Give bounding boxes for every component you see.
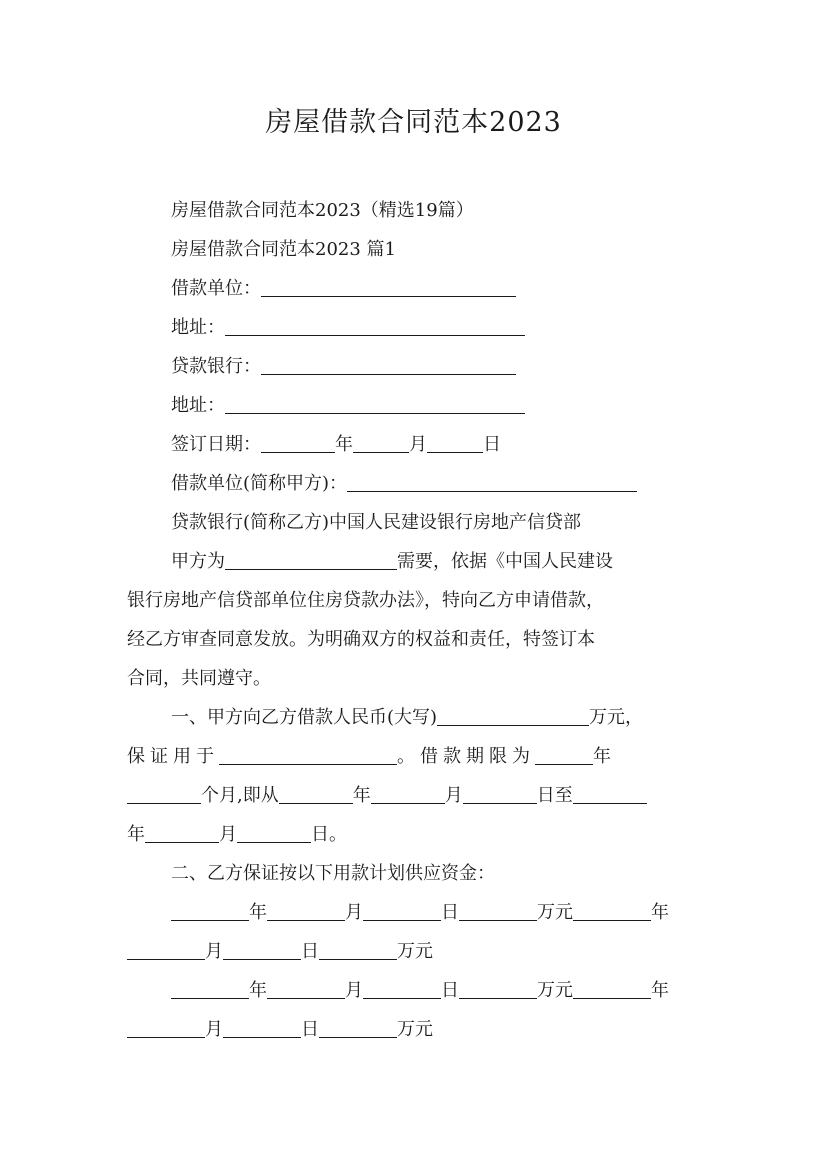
party-a-blank	[347, 472, 637, 492]
clause1-h: 月	[444, 785, 463, 806]
use-blank	[219, 745, 397, 765]
para1-a: 甲方为	[171, 551, 225, 572]
borrower-line	[127, 276, 751, 302]
bank-blank	[261, 355, 516, 375]
clause1-line4	[127, 822, 707, 848]
party-b-line: 贷款银行(简称乙方)中国人民建设银行房地产信贷部	[171, 512, 582, 533]
clause2-heading: 二、乙方保证按以下用款计划供应资金：	[171, 863, 495, 884]
plan1-month-label: 月	[345, 902, 363, 923]
para1-line3: 经乙方审查同意发放。为明确双方的权益和责任，特签订本	[127, 629, 595, 650]
plan2b-year-label: 年	[651, 980, 669, 1001]
plan2-year-blank	[171, 979, 249, 999]
term-year-blank	[535, 745, 593, 765]
clause1-c: 保证用于	[127, 746, 219, 767]
plan2-day-label: 日	[441, 980, 459, 1001]
plan2b-month-label: 月	[205, 1019, 223, 1040]
to-year-blank	[573, 784, 647, 804]
borrower-label: 借款单位：	[171, 278, 261, 299]
clause1-l: 日。	[311, 824, 347, 845]
chapter-heading: 房屋借款合同范本2023 篇1	[171, 239, 396, 260]
sign-month-blank	[353, 433, 409, 453]
clause1-f: 个月,即从	[201, 785, 279, 806]
plan2-month-label: 月	[345, 980, 363, 1001]
plan1-wan-label: 万元	[537, 902, 573, 923]
plan2-year-label: 年	[249, 980, 267, 1001]
clause1-line1	[127, 705, 751, 731]
address-label-2: 地址：	[171, 395, 225, 416]
plan1b-day-label: 日	[301, 941, 319, 962]
plan1-year-blank	[171, 901, 249, 921]
plan2b-wan-label: 万元	[397, 1019, 433, 1040]
borrower-blank	[261, 277, 516, 297]
para1-b: 需要，依据《中国人民建设	[397, 551, 613, 572]
address-line-2	[127, 393, 751, 419]
para1-line1	[127, 549, 751, 575]
address-blank-1	[225, 316, 525, 336]
plan2-day-blank	[363, 979, 441, 999]
plan1-line1	[127, 900, 751, 926]
plan2-wan-label: 万元	[537, 980, 573, 1001]
sign-year-label: 年	[335, 434, 353, 455]
term-month-blank	[127, 784, 201, 804]
plan2-line1	[127, 978, 751, 1004]
plan1b-year-blank	[573, 901, 651, 921]
plan1-month-blank	[267, 901, 345, 921]
from-year-blank	[279, 784, 353, 804]
document-title: 房屋借款合同范本2023	[265, 107, 562, 138]
to-day-blank	[237, 823, 311, 843]
plan1b-wan-label: 万元	[397, 941, 433, 962]
from-month-blank	[371, 784, 445, 804]
sign-date-line	[127, 432, 751, 458]
plan2-amount-blank	[459, 979, 537, 999]
address-line-1	[127, 315, 751, 341]
plan1-amount-blank	[459, 901, 537, 921]
clause1-d: 。借款期限为	[397, 746, 535, 767]
amount-blank	[437, 706, 589, 726]
plan2b-amount-blank	[319, 1018, 397, 1038]
bank-line	[127, 354, 751, 380]
to-month-blank	[145, 823, 219, 843]
plan1-day-blank	[363, 901, 441, 921]
clause1-j: 年	[127, 824, 145, 845]
plan1b-month-blank	[127, 940, 205, 960]
sign-day-blank	[427, 433, 483, 453]
sign-date-label: 签订日期：	[171, 434, 261, 455]
clause1-line3	[127, 783, 707, 809]
clause1-b: 万元，	[589, 707, 644, 728]
address-blank-2	[225, 394, 525, 414]
plan2-line2	[127, 1017, 707, 1043]
clause1-i: 日至	[536, 785, 573, 806]
plan2-month-blank	[267, 979, 345, 999]
sign-day-label: 日	[483, 434, 501, 455]
sign-year-blank	[261, 433, 335, 453]
para1-line4: 合同，共同遵守。	[127, 668, 271, 689]
para1-line2: 银行房地产信贷部单位住房贷款办法》，特向乙方申请借款，	[127, 590, 604, 611]
clause1-e: 年	[593, 746, 616, 767]
plan2b-day-blank	[223, 1018, 301, 1038]
plan2b-month-blank	[127, 1018, 205, 1038]
clause1-a: 一、甲方向乙方借款人民币(大写)	[171, 707, 438, 728]
plan2b-day-label: 日	[301, 1019, 319, 1040]
plan1-year-label: 年	[249, 902, 267, 923]
plan1b-year-label: 年	[651, 902, 669, 923]
plan2b-year-blank	[573, 979, 651, 999]
clause1-k: 月	[219, 824, 237, 845]
party-a-label: 借款单位(简称甲方)：	[171, 473, 348, 494]
bank-label: 贷款银行：	[171, 356, 261, 377]
clause1-g: 年	[352, 785, 371, 806]
address-label-1: 地址：	[171, 317, 225, 338]
subtitle: 房屋借款合同范本2023（精选19篇）	[171, 200, 474, 221]
sign-month-label: 月	[409, 434, 427, 455]
plan1-line2	[127, 939, 707, 965]
from-day-blank	[463, 784, 537, 804]
purpose-blank	[225, 550, 397, 570]
plan1b-day-blank	[223, 940, 301, 960]
plan1b-amount-blank	[319, 940, 397, 960]
clause1-line2	[127, 744, 707, 770]
plan1b-month-label: 月	[205, 941, 223, 962]
party-a-line	[127, 471, 751, 497]
plan1-day-label: 日	[441, 902, 459, 923]
